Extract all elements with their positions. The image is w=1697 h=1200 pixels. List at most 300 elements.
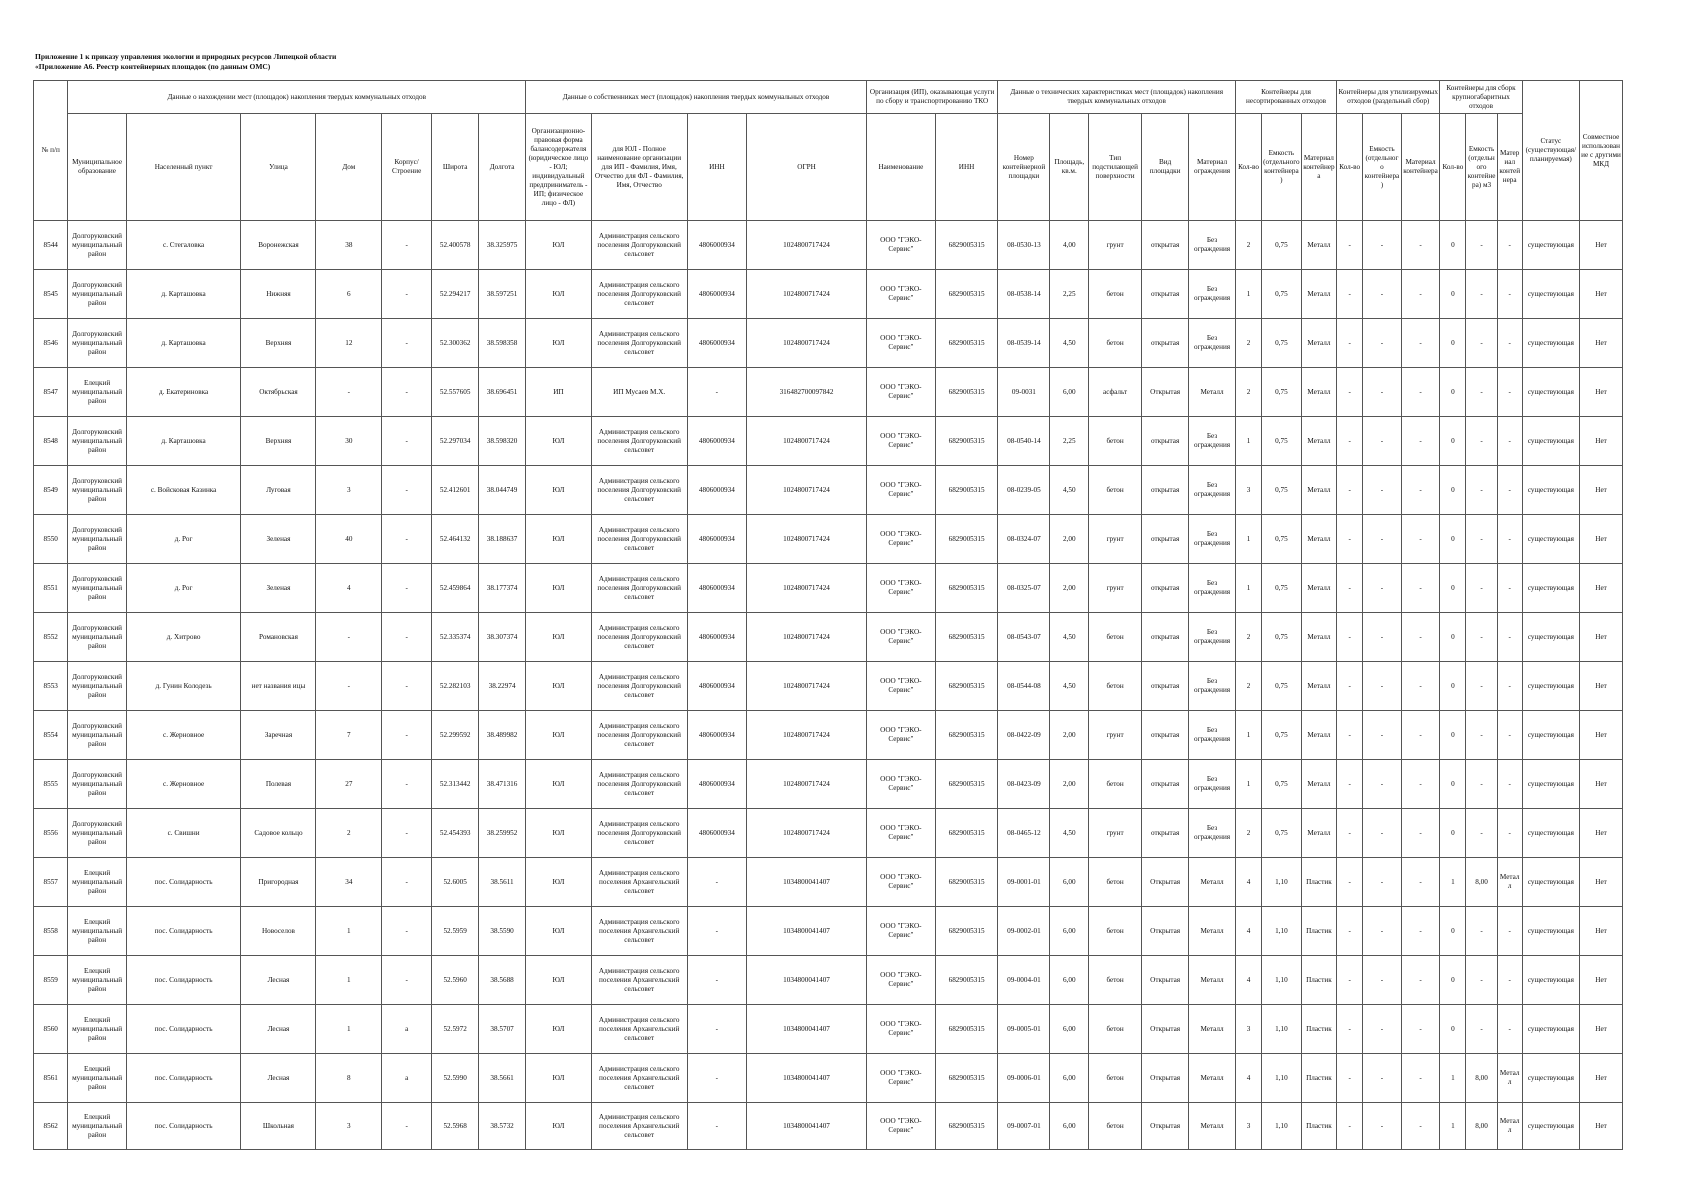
table-cell: 09-0007-01 <box>998 1103 1050 1150</box>
table-cell: 52.313442 <box>432 760 479 809</box>
header-column: Материал контейнера <box>1401 114 1440 221</box>
table-cell: 8553 <box>34 662 68 711</box>
table-cell: 38.5707 <box>479 1005 526 1054</box>
table-row <box>34 564 1623 613</box>
table-cell: Без ограждения <box>1189 319 1236 368</box>
table-cell: - <box>1401 1005 1440 1054</box>
table-cell: существующая <box>1522 319 1579 368</box>
table-cell: - <box>1466 368 1497 417</box>
table-cell: 0,75 <box>1262 466 1302 515</box>
table-cell: 0 <box>1440 809 1466 858</box>
table-cell: Пластик <box>1301 858 1336 907</box>
table-cell: 8547 <box>34 368 68 417</box>
table-cell: Администрация сельского поселения Долгоруковский сельсовет <box>591 270 687 319</box>
table-cell: 6,00 <box>1050 858 1089 907</box>
table-cell: Без ограждения <box>1189 417 1236 466</box>
table-cell: бетон <box>1089 662 1142 711</box>
table-cell: 6829005315 <box>935 564 998 613</box>
table-cell: 8,00 <box>1466 1103 1497 1150</box>
table-cell: 09-0004-01 <box>998 956 1050 1005</box>
table-cell: 0,75 <box>1262 760 1302 809</box>
header-column: Широта <box>432 114 479 221</box>
table-cell: 0 <box>1440 368 1466 417</box>
table-cell: д. Карташовка <box>126 319 241 368</box>
table-cell: - <box>316 613 382 662</box>
table-cell: - <box>1401 319 1440 368</box>
table-cell: 40 <box>316 515 382 564</box>
table-cell: 52.5990 <box>432 1054 479 1103</box>
table-cell: Елецкий муниципальный район <box>68 956 126 1005</box>
table-cell: а <box>382 1005 432 1054</box>
table-cell: открытая <box>1142 711 1189 760</box>
table-cell: Нет <box>1580 368 1623 417</box>
table-cell: 4,50 <box>1050 809 1089 858</box>
table-cell: Без ограждения <box>1189 564 1236 613</box>
table-cell: Администрация сельского поселения Долгоруковский сельсовет <box>591 711 687 760</box>
table-cell: Елецкий муниципальный район <box>68 858 126 907</box>
table-cell: Администрация сельского поселения Долгоруковский сельсовет <box>591 417 687 466</box>
table-cell: бетон <box>1089 613 1142 662</box>
table-cell: 52.5968 <box>432 1103 479 1150</box>
header-column: Материал контейнера <box>1497 114 1522 221</box>
table-cell: 08-0423-09 <box>998 760 1050 809</box>
table-cell: 6829005315 <box>935 319 998 368</box>
table-cell: 4,50 <box>1050 662 1089 711</box>
table-cell: - <box>382 319 432 368</box>
table-cell: пос. Солидарность <box>126 858 241 907</box>
table-cell: 1024800717424 <box>747 809 867 858</box>
header-column: Материал контейнера <box>1301 114 1336 221</box>
table-cell: Долгоруковский муниципальный район <box>68 466 126 515</box>
header-columns-row <box>34 114 1623 221</box>
table-cell: Долгоруковский муниципальный район <box>68 809 126 858</box>
table-cell: 2 <box>1236 368 1262 417</box>
table-cell: - <box>1337 1005 1363 1054</box>
table-cell: Нет <box>1580 858 1623 907</box>
table-row <box>34 417 1623 466</box>
table-cell: Долгоруковский муниципальный район <box>68 760 126 809</box>
table-cell: 0 <box>1440 760 1466 809</box>
table-cell: - <box>382 858 432 907</box>
table-cell: 1034800041407 <box>747 858 867 907</box>
table-cell: с. Свишни <box>126 809 241 858</box>
table-cell: д. Хитрово <box>126 613 241 662</box>
table-cell: ООО "ГЭКО-Сервис" <box>866 711 935 760</box>
table-cell: 52.297034 <box>432 417 479 466</box>
table-cell: - <box>1363 1103 1402 1150</box>
table-cell: 3 <box>316 466 382 515</box>
header-column: Емкость (отдельного контейнера) м3 <box>1466 114 1497 221</box>
table-cell: 08-0325-07 <box>998 564 1050 613</box>
table-cell: 6,00 <box>1050 368 1089 417</box>
table-cell: ООО "ГЭКО-Сервис" <box>866 368 935 417</box>
table-cell: Металл <box>1301 368 1336 417</box>
table-cell: 8545 <box>34 270 68 319</box>
table-cell: - <box>1363 858 1402 907</box>
table-cell: ЮЛ <box>526 613 592 662</box>
table-cell: Администрация сельского поселения Долгоруковский сельсовет <box>591 564 687 613</box>
table-cell: бетон <box>1089 858 1142 907</box>
table-cell: - <box>687 1103 746 1150</box>
table-cell: грунт <box>1089 221 1142 270</box>
table-cell: 52.299592 <box>432 711 479 760</box>
table-cell: 8,00 <box>1466 1054 1497 1103</box>
table-cell: 6829005315 <box>935 907 998 956</box>
table-row <box>34 711 1623 760</box>
table-cell: 1034800041407 <box>747 907 867 956</box>
table-cell: - <box>1363 319 1402 368</box>
table-header <box>34 81 1623 221</box>
table-cell: - <box>1401 858 1440 907</box>
table-cell: 1034800041407 <box>747 1005 867 1054</box>
table-cell: Администрация сельского поселения Долгоруковский сельсовет <box>591 319 687 368</box>
table-cell: существующая <box>1522 1054 1579 1103</box>
table-cell: 6829005315 <box>935 221 998 270</box>
table-cell: 0,75 <box>1262 809 1302 858</box>
table-cell: - <box>1337 907 1363 956</box>
table-cell: 4 <box>1236 907 1262 956</box>
table-cell: д. Гунин Колодезь <box>126 662 241 711</box>
table-cell: грунт <box>1089 711 1142 760</box>
table-cell: Открытая <box>1142 956 1189 1005</box>
table-cell: Елецкий муниципальный район <box>68 1054 126 1103</box>
table-cell: - <box>1363 417 1402 466</box>
table-cell: 3 <box>1236 466 1262 515</box>
table-cell: - <box>1497 760 1522 809</box>
table-cell: - <box>1363 1054 1402 1103</box>
table-cell: бетон <box>1089 319 1142 368</box>
table-row <box>34 1054 1623 1103</box>
table-cell: ЮЛ <box>526 711 592 760</box>
table-cell: ЮЛ <box>526 319 592 368</box>
table-cell: 6 <box>316 270 382 319</box>
table-cell: 08-0544-08 <box>998 662 1050 711</box>
table-cell: 6,00 <box>1050 1054 1089 1103</box>
table-cell: 6829005315 <box>935 1054 998 1103</box>
table-cell: 38.307374 <box>479 613 526 662</box>
table-cell: 4,50 <box>1050 613 1089 662</box>
table-cell: открытая <box>1142 613 1189 662</box>
table-cell: 4 <box>1236 858 1262 907</box>
table-cell: 4 <box>316 564 382 613</box>
table-cell: - <box>1466 564 1497 613</box>
table-cell: 38.259952 <box>479 809 526 858</box>
header-status: Статус (существующая/ планируемая) <box>1522 81 1579 221</box>
table-cell: Елецкий муниципальный район <box>68 1103 126 1150</box>
table-row <box>34 858 1623 907</box>
table-cell: 1,10 <box>1262 907 1302 956</box>
table-cell: Долгоруковский муниципальный район <box>68 515 126 564</box>
table-cell: 1 <box>1236 564 1262 613</box>
table-cell: 2 <box>1236 221 1262 270</box>
table-row <box>34 907 1623 956</box>
table-cell: пос. Солидарность <box>126 1054 241 1103</box>
table-cell: существующая <box>1522 564 1579 613</box>
table-cell: ООО "ГЭКО-Сервис" <box>866 956 935 1005</box>
table-cell: Нет <box>1580 1103 1623 1150</box>
table-cell: бетон <box>1089 956 1142 1005</box>
table-cell: открытая <box>1142 270 1189 319</box>
table-cell: Пластик <box>1301 1103 1336 1150</box>
table-cell: 4806000934 <box>687 270 746 319</box>
table-cell: 2 <box>1236 319 1262 368</box>
table-cell: 52.335374 <box>432 613 479 662</box>
table-cell: бетон <box>1089 466 1142 515</box>
table-cell: Нет <box>1580 1005 1623 1054</box>
table-cell: Открытая <box>1142 1005 1189 1054</box>
table-cell: - <box>1497 564 1522 613</box>
table-cell: ЮЛ <box>526 564 592 613</box>
header-column: ИНН <box>935 114 998 221</box>
table-cell: 0,75 <box>1262 417 1302 466</box>
table-cell: 6829005315 <box>935 662 998 711</box>
table-cell: 4806000934 <box>687 760 746 809</box>
table-cell: 3 <box>1236 1005 1262 1054</box>
table-cell: открытая <box>1142 319 1189 368</box>
table-cell: Администрация сельского поселения Долгоруковский сельсовет <box>591 221 687 270</box>
table-cell: 0 <box>1440 466 1466 515</box>
table-cell: 1,10 <box>1262 858 1302 907</box>
table-cell: 316482700097842 <box>747 368 867 417</box>
table-cell: Открытая <box>1142 907 1189 956</box>
table-cell: - <box>1401 711 1440 760</box>
header-column: Населенный пункт <box>126 114 241 221</box>
table-cell: Металл <box>1497 1054 1522 1103</box>
table-cell: 2,00 <box>1050 564 1089 613</box>
table-cell: 09-0001-01 <box>998 858 1050 907</box>
table-cell: - <box>1466 1005 1497 1054</box>
table-row <box>34 221 1623 270</box>
table-cell: - <box>1497 270 1522 319</box>
table-cell: существующая <box>1522 711 1579 760</box>
table-cell: - <box>1363 368 1402 417</box>
table-cell: существующая <box>1522 613 1579 662</box>
table-cell: Администрация сельского поселения Архангельский сельсовет <box>591 1005 687 1054</box>
table-cell: Нет <box>1580 956 1623 1005</box>
table-cell: 8562 <box>34 1103 68 1150</box>
table-cell: Верхняя <box>241 319 316 368</box>
table-cell: 4806000934 <box>687 564 746 613</box>
table-cell: - <box>1401 417 1440 466</box>
table-cell: 0,75 <box>1262 662 1302 711</box>
table-cell: - <box>687 956 746 1005</box>
table-cell: 0 <box>1440 907 1466 956</box>
table-cell: - <box>1466 270 1497 319</box>
table-cell: ООО "ГЭКО-Сервис" <box>866 1005 935 1054</box>
table-cell: - <box>1497 809 1522 858</box>
table-cell: - <box>1363 515 1402 564</box>
table-cell: - <box>1401 564 1440 613</box>
table-cell: Администрация сельского поселения Архангельский сельсовет <box>591 1054 687 1103</box>
table-cell: Елецкий муниципальный район <box>68 368 126 417</box>
table-cell: - <box>1337 368 1363 417</box>
table-cell: - <box>382 711 432 760</box>
table-cell: 52.400578 <box>432 221 479 270</box>
table-cell: Нет <box>1580 662 1623 711</box>
table-cell: - <box>1337 466 1363 515</box>
table-cell: 4806000934 <box>687 221 746 270</box>
table-cell: Долгоруковский муниципальный район <box>68 613 126 662</box>
table-cell: 8,00 <box>1466 858 1497 907</box>
table-cell: - <box>382 515 432 564</box>
table-cell: Без ограждения <box>1189 613 1236 662</box>
table-cell: ООО "ГЭКО-Сервис" <box>866 809 935 858</box>
table-cell: - <box>1401 907 1440 956</box>
table-cell: существующая <box>1522 1005 1579 1054</box>
table-cell: 6829005315 <box>935 760 998 809</box>
table-cell: - <box>1401 1054 1440 1103</box>
table-cell: 4 <box>1236 1054 1262 1103</box>
table-cell: 2 <box>1236 613 1262 662</box>
table-cell: 52.412601 <box>432 466 479 515</box>
table-cell: - <box>1363 662 1402 711</box>
table-cell: Нет <box>1580 564 1623 613</box>
table-cell: 0,75 <box>1262 564 1302 613</box>
table-cell: Нет <box>1580 319 1623 368</box>
table-cell: Металл <box>1189 1054 1236 1103</box>
table-cell: Без ограждения <box>1189 466 1236 515</box>
table-cell: - <box>1363 466 1402 515</box>
table-cell: ООО "ГЭКО-Сервис" <box>866 858 935 907</box>
table-cell: Нет <box>1580 809 1623 858</box>
table-cell: - <box>1363 907 1402 956</box>
table-cell: - <box>382 466 432 515</box>
table-cell: 1024800717424 <box>747 760 867 809</box>
table-cell: Администрация сельского поселения Архангельский сельсовет <box>591 858 687 907</box>
table-cell: - <box>1466 956 1497 1005</box>
table-cell: существующая <box>1522 956 1579 1005</box>
table-cell: 09-0002-01 <box>998 907 1050 956</box>
table-cell: 1 <box>1440 1054 1466 1103</box>
header-column: Номер контейнерной площадки <box>998 114 1050 221</box>
table-cell: 1,10 <box>1262 956 1302 1005</box>
table-cell: Долгоруковский муниципальный район <box>68 319 126 368</box>
table-cell: 6829005315 <box>935 613 998 662</box>
header-column: Кол-во <box>1440 114 1466 221</box>
table-cell: - <box>382 760 432 809</box>
table-cell: 52.300362 <box>432 319 479 368</box>
table-cell: - <box>687 858 746 907</box>
table-cell: Без ограждения <box>1189 662 1236 711</box>
table-cell: Открытая <box>1142 1054 1189 1103</box>
table-cell: ООО "ГЭКО-Сервис" <box>866 319 935 368</box>
table-cell: Металл <box>1189 1103 1236 1150</box>
table-cell: ООО "ГЭКО-Сервис" <box>866 907 935 956</box>
table-cell: 8559 <box>34 956 68 1005</box>
table-cell: - <box>1466 760 1497 809</box>
table-cell: Лесная <box>241 956 316 1005</box>
table-cell: - <box>382 662 432 711</box>
table-cell: ЮЛ <box>526 760 592 809</box>
table-cell: - <box>382 221 432 270</box>
table-cell: ЮЛ <box>526 1054 592 1103</box>
table-cell: нет названия ицы <box>241 662 316 711</box>
table-cell: Металл <box>1189 956 1236 1005</box>
table-cell: 8549 <box>34 466 68 515</box>
table-cell: Открытая <box>1142 368 1189 417</box>
table-cell: - <box>1337 1103 1363 1150</box>
table-cell: 38.489982 <box>479 711 526 760</box>
table-cell: Металл <box>1301 221 1336 270</box>
table-cell: 52.6005 <box>432 858 479 907</box>
table-cell: Воронежская <box>241 221 316 270</box>
table-cell: 4 <box>1236 956 1262 1005</box>
table-cell: 12 <box>316 319 382 368</box>
table-cell: Металл <box>1189 368 1236 417</box>
document-title <box>35 52 336 72</box>
table-cell: 38.188637 <box>479 515 526 564</box>
table-cell: - <box>1337 662 1363 711</box>
table-cell: 6829005315 <box>935 417 998 466</box>
table-cell: ООО "ГЭКО-Сервис" <box>866 221 935 270</box>
header-shared-use: Совместное использование с другими МКД <box>1580 81 1623 221</box>
table-cell: 52.464132 <box>432 515 479 564</box>
table-cell: Пластик <box>1301 1005 1336 1054</box>
table-cell: Металл <box>1301 466 1336 515</box>
table-cell: Октябрьская <box>241 368 316 417</box>
table-cell: - <box>687 907 746 956</box>
table-cell: 6829005315 <box>935 711 998 760</box>
table-cell: 2,25 <box>1050 270 1089 319</box>
table-cell: 08-0530-13 <box>998 221 1050 270</box>
table-cell: - <box>1401 809 1440 858</box>
table-cell: 0,75 <box>1262 515 1302 564</box>
table-cell: с. Войсковая Казинка <box>126 466 241 515</box>
table-cell: Металл <box>1301 662 1336 711</box>
table-cell: 8 <box>316 1054 382 1103</box>
table-cell: - <box>1466 907 1497 956</box>
table-row <box>34 319 1623 368</box>
table-cell: 1024800717424 <box>747 613 867 662</box>
table-cell: 6829005315 <box>935 858 998 907</box>
header-column: Кол-во <box>1337 114 1363 221</box>
table-cell: - <box>1466 515 1497 564</box>
table-cell: Металл <box>1301 613 1336 662</box>
header-column: Корпус/Строение <box>382 114 432 221</box>
table-cell: 6,00 <box>1050 956 1089 1005</box>
title-line-2: «Приложение А6. Реестр контейнерных площадок (по данным ОМС) <box>35 62 271 71</box>
table-cell: - <box>382 564 432 613</box>
table-cell: 0 <box>1440 711 1466 760</box>
table-cell: 8544 <box>34 221 68 270</box>
table-row <box>34 515 1623 564</box>
table-cell: Металл <box>1497 1103 1522 1150</box>
table-cell: Администрация сельского поселения Долгоруковский сельсовет <box>591 662 687 711</box>
table-cell: Романовская <box>241 613 316 662</box>
table-cell: 1 <box>1236 417 1262 466</box>
table-cell: - <box>1337 319 1363 368</box>
table-cell: 1034800041407 <box>747 1054 867 1103</box>
table-cell: - <box>1337 417 1363 466</box>
table-cell: ООО "ГЭКО-Сервис" <box>866 564 935 613</box>
table-cell: д. Рог <box>126 564 241 613</box>
table-cell: - <box>1337 221 1363 270</box>
table-cell: д. Карташовка <box>126 270 241 319</box>
table-cell: 1024800717424 <box>747 515 867 564</box>
table-cell: - <box>1497 368 1522 417</box>
table-cell: ООО "ГЭКО-Сервис" <box>866 515 935 564</box>
table-row <box>34 613 1623 662</box>
table-cell: 8552 <box>34 613 68 662</box>
table-cell: - <box>1401 368 1440 417</box>
table-cell: - <box>1497 1005 1522 1054</box>
table-cell: - <box>1497 907 1522 956</box>
table-cell: 1,10 <box>1262 1054 1302 1103</box>
table-cell: бетон <box>1089 270 1142 319</box>
table-cell: ЮЛ <box>526 956 592 1005</box>
table-cell: существующая <box>1522 662 1579 711</box>
table-cell: Нет <box>1580 613 1623 662</box>
